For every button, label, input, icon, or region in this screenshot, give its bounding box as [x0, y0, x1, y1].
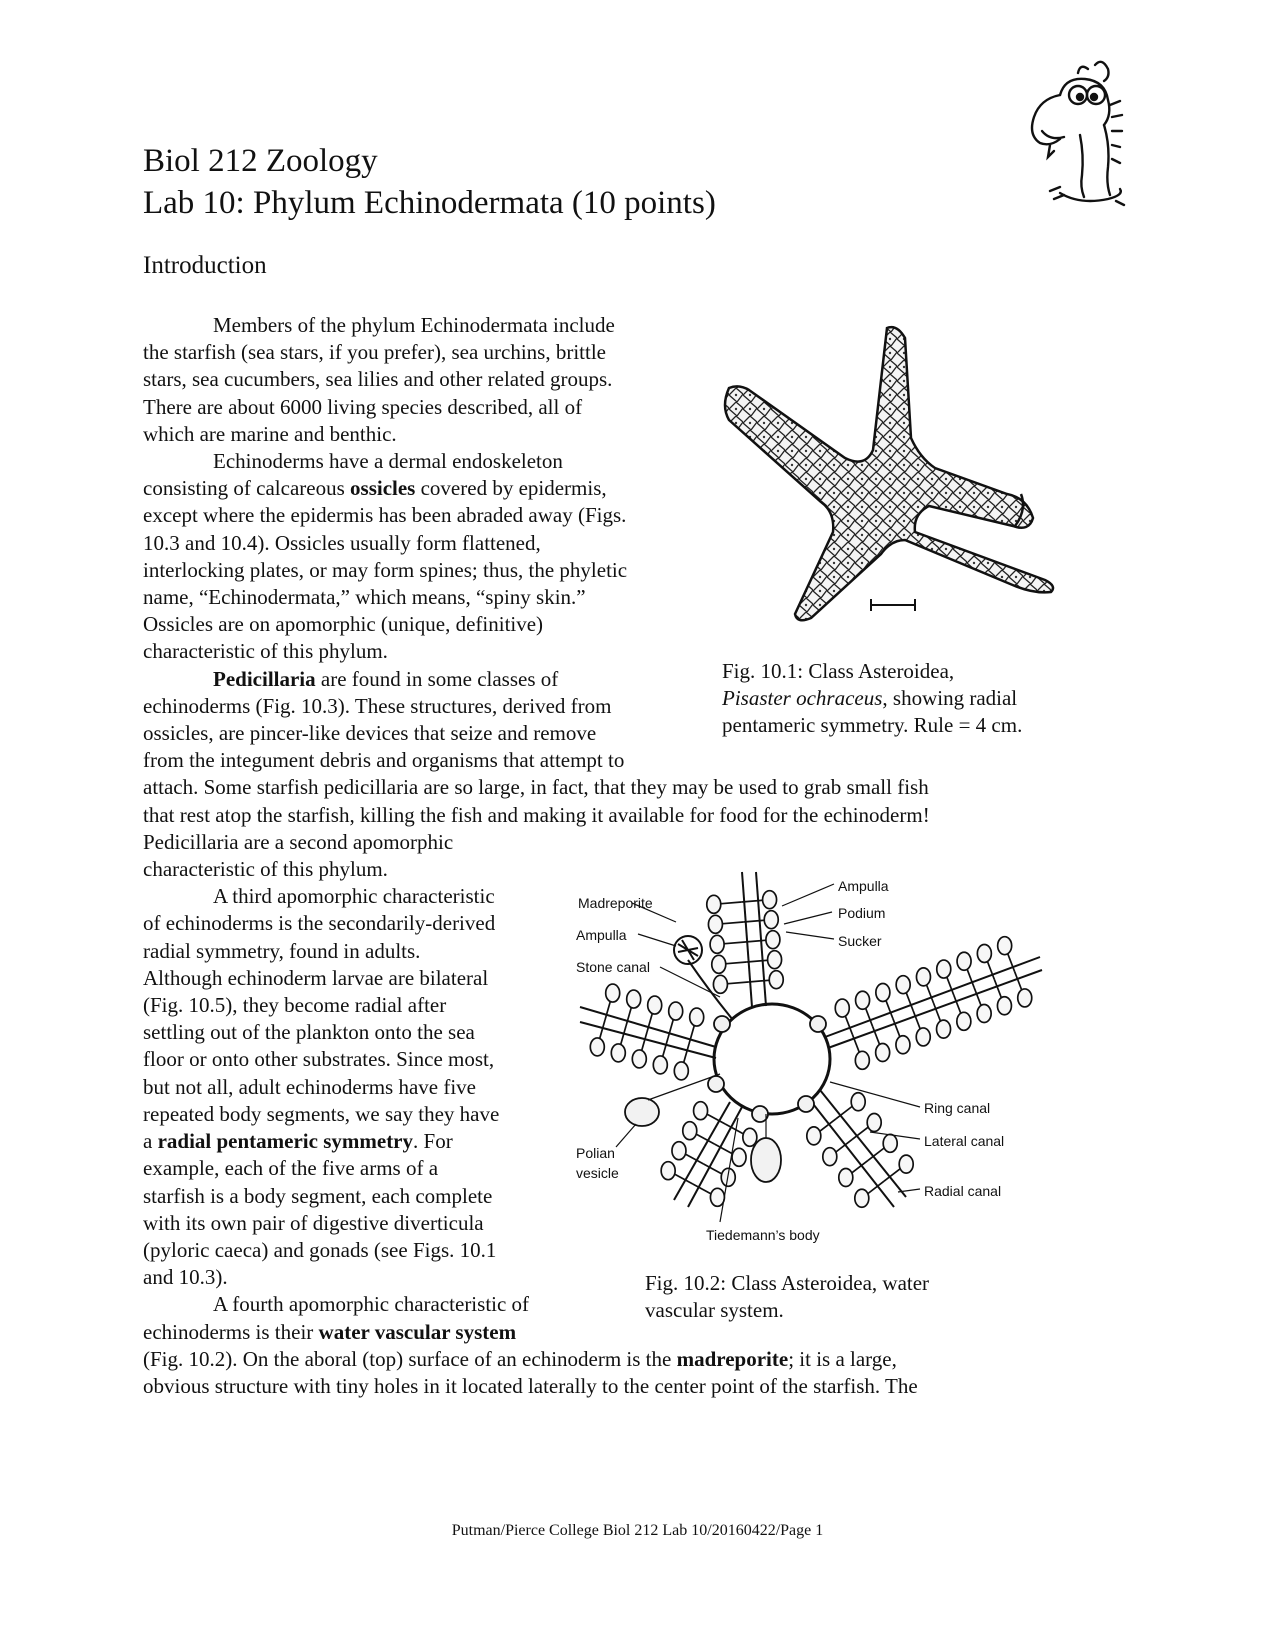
fig2-caption-line: vascular system.: [645, 1298, 784, 1322]
starfish-figure: [715, 318, 1075, 638]
label-radial-canal: Radial canal: [924, 1183, 1002, 1199]
para4-line: A third apomorphic characteristic: [213, 884, 495, 909]
ampulla: [763, 891, 777, 909]
section-heading: Introduction: [143, 252, 267, 279]
fig1-caption-line: Fig. 10.1: Class Asteroidea,: [722, 659, 955, 683]
ampulla: [883, 1134, 897, 1152]
para3-line: attach. Some starfish pedicillaria are so large, in fact, that they may be used to grab small fish: [143, 775, 929, 800]
term-water-vascular: water vascular system: [318, 1319, 517, 1344]
label-vesicle: vesicle: [576, 1165, 619, 1181]
ampulla: [710, 935, 724, 953]
ampulla: [674, 1062, 688, 1080]
ampulla: [997, 997, 1011, 1015]
ampulla: [856, 991, 870, 1009]
para3-line: ossicles, are pincer-like devices that seize and remove: [143, 721, 597, 746]
ampulla: [768, 951, 782, 969]
para3-line: that rest atop the starfish, killing the fish and making it available for food for the echinoderm!: [143, 802, 930, 827]
ampulla: [867, 1114, 881, 1132]
label-lateral-canal: Lateral canal: [924, 1133, 1005, 1149]
label-tiedemann: Tiedemann’s body: [706, 1227, 820, 1243]
para4-line: (Fig. 10.5), they become radial after: [143, 993, 447, 1018]
para3-line: Pedicillaria are a second apomorphic: [143, 829, 454, 854]
dragon-mascot-icon: [1020, 55, 1135, 215]
para2-line: Echinoderms have a dermal endoskeleton: [213, 449, 563, 474]
para4-line: settling out of the plankton onto the sea: [143, 1020, 475, 1045]
ampulla: [611, 1044, 625, 1062]
para1-line: Members of the phylum Echinodermata include: [213, 313, 615, 337]
para1-line: stars, sea cucumbers, sea lilies and other related groups.: [143, 367, 613, 392]
fig1-caption-line: Pisaster ochraceus, showing radial: [722, 686, 1018, 710]
para4-line: (pyloric caeca) and gonads (see Figs. 10.1: [143, 1237, 497, 1262]
ampulla: [713, 975, 727, 993]
ampulla: [937, 1020, 951, 1038]
ampulla: [694, 1102, 708, 1120]
fig1-caption-line: pentameric symmetry. Rule = 4 cm.: [722, 713, 1023, 737]
para4-line: and 10.3).: [143, 1265, 228, 1290]
ampulla: [743, 1128, 757, 1146]
ampulla: [839, 1168, 853, 1186]
term-madreporite: madreporite: [676, 1346, 789, 1371]
lateral-canal: [747, 960, 769, 962]
lateral-canal: [743, 920, 765, 922]
ampulla: [683, 1122, 697, 1140]
para4-line: floor or onto other substrates. Since most,: [143, 1047, 495, 1072]
ampulla: [957, 1012, 971, 1030]
para4-line: a radial pentameric symmetry. For: [143, 1129, 453, 1154]
ampulla: [937, 960, 951, 978]
fig1-caption: [722, 658, 1082, 739]
ampulla: [977, 944, 991, 962]
lateral-canal: [726, 982, 748, 984]
term-radial-pentameric: radial pentameric symmetry: [157, 1129, 414, 1154]
para3-line: echinoderms (Fig. 10.3). These structures, derived from: [143, 693, 612, 718]
lateral-canal: [721, 922, 743, 924]
ampulla: [764, 911, 778, 929]
ampulla: [590, 1038, 604, 1056]
page-footer: Putman/Pierce College Biol 212 Lab 10/20160422/Page 1: [451, 1522, 824, 1539]
para4-line: example, each of the five arms of a: [143, 1156, 439, 1181]
ampulla: [769, 971, 783, 989]
para5-line: (Fig. 10.2). On the aboral (top) surface of an echinoderm is the madreporite; it is a large,: [143, 1346, 897, 1371]
lateral-canal: [745, 940, 767, 942]
ampulla: [708, 915, 722, 933]
ampulla: [1018, 989, 1032, 1007]
ampulla: [957, 952, 971, 970]
ampulla: [807, 1127, 821, 1145]
para4-line: radial symmetry, found in adults.: [143, 938, 421, 963]
para4-line: but not all, adult echinoderms have five: [143, 1074, 476, 1099]
para5-line: A fourth apomorphic characteristic of: [213, 1292, 530, 1317]
para4-line: with its own pair of digestive diverticula: [143, 1210, 484, 1235]
para4-line: starfish is a body segment, each complete: [143, 1183, 493, 1208]
ampulla: [896, 1036, 910, 1054]
para2-line: interlocking plates, or may form spines; thus, the phyletic: [143, 557, 628, 582]
label-sucker: Sucker: [838, 933, 882, 949]
ampulla: [632, 1050, 646, 1068]
term-ossicles: ossicles: [350, 476, 416, 501]
para4-line: Although echinoderm larvae are bilateral: [143, 965, 489, 990]
para4-line: repeated body segments, we say they have: [143, 1101, 500, 1126]
ampulla: [916, 1028, 930, 1046]
ampulla: [823, 1148, 837, 1166]
para3-line: characteristic of this phylum.: [143, 857, 388, 882]
para2-line: name, “Echinodermata,” which means, “spiny skin.”: [143, 585, 586, 610]
ampulla: [851, 1093, 865, 1111]
label-podium: Podium: [838, 905, 886, 921]
ampulla: [669, 1002, 683, 1020]
label-stone-canal: Stone canal: [576, 959, 650, 975]
ampulla: [896, 976, 910, 994]
label-ampulla-left: Ampulla: [576, 927, 627, 943]
fig2-caption-line: Fig. 10.2: Class Asteroidea, water: [645, 1271, 930, 1295]
ampulla: [977, 1005, 991, 1023]
label-ampulla-right: Ampulla: [838, 878, 889, 894]
ampulla: [710, 1188, 724, 1206]
species-name: Pisaster ochraceus: [722, 686, 883, 710]
ampulla: [653, 1056, 667, 1074]
para3-line: Pedicillaria are found in some classes of: [213, 666, 559, 691]
ampulla: [855, 1189, 869, 1207]
lateral-canal: [720, 902, 742, 904]
ampulla: [661, 1162, 675, 1180]
lab-title: Lab 10: Phylum Echinodermata (10 points): [143, 185, 716, 221]
ampulla: [606, 984, 620, 1002]
para4-line: of echinoderms is the secondarily-derived: [143, 911, 496, 936]
para2-line: Ossicles are on apomorphic (unique, definitive): [143, 612, 544, 637]
ampulla: [855, 1051, 869, 1069]
ampulla: [899, 1155, 913, 1173]
para2-line: except where the epidermis has been abraded away (Figs.: [143, 503, 627, 528]
label-madreporite: Madreporite: [578, 895, 653, 911]
para5-line: echinoderms is their water vascular system: [143, 1319, 517, 1344]
para5-line: obvious structure with tiny holes in it located laterally to the center point of the starfish. The: [143, 1373, 918, 1398]
para1-line: There are about 6000 living species described, all of: [143, 394, 583, 419]
para2-line: 10.3 and 10.4). Ossicles usually form flattened,: [143, 530, 541, 555]
ampulla: [835, 999, 849, 1017]
ampulla: [648, 996, 662, 1014]
ampulla: [916, 968, 930, 986]
label-polian: Polian: [576, 1145, 615, 1161]
ampulla: [766, 931, 780, 949]
para2-line: characteristic of this phylum.: [143, 639, 388, 664]
para2-line: consisting of calcareous ossicles covered by epidermis,: [143, 476, 607, 501]
ampulla: [627, 990, 641, 1008]
lateral-canal: [748, 980, 770, 982]
ampulla: [876, 983, 890, 1001]
ampulla: [707, 895, 721, 913]
term-pedicillaria: Pedicillaria: [213, 666, 316, 691]
course-title: Biol 212 Zoology: [143, 143, 378, 179]
label-ring-canal: Ring canal: [924, 1100, 991, 1116]
ampulla: [690, 1008, 704, 1026]
para1-line: the starfish (sea stars, if you prefer), sea urchins, brittle: [143, 340, 607, 365]
ampulla: [712, 955, 726, 973]
fig2-caption: [645, 1270, 1005, 1324]
page-title: [143, 140, 716, 224]
para1-line: which are marine and benthic.: [143, 421, 397, 446]
water-vascular-diagram: [570, 862, 1050, 1252]
ampulla: [876, 1044, 890, 1062]
ampulla: [998, 937, 1012, 955]
ampulla: [732, 1148, 746, 1166]
lateral-canal: [723, 942, 745, 944]
ampulla: [672, 1142, 686, 1160]
lateral-canal: [725, 962, 747, 964]
para3-line: from the integument debris and organisms that attempt to: [143, 748, 625, 773]
